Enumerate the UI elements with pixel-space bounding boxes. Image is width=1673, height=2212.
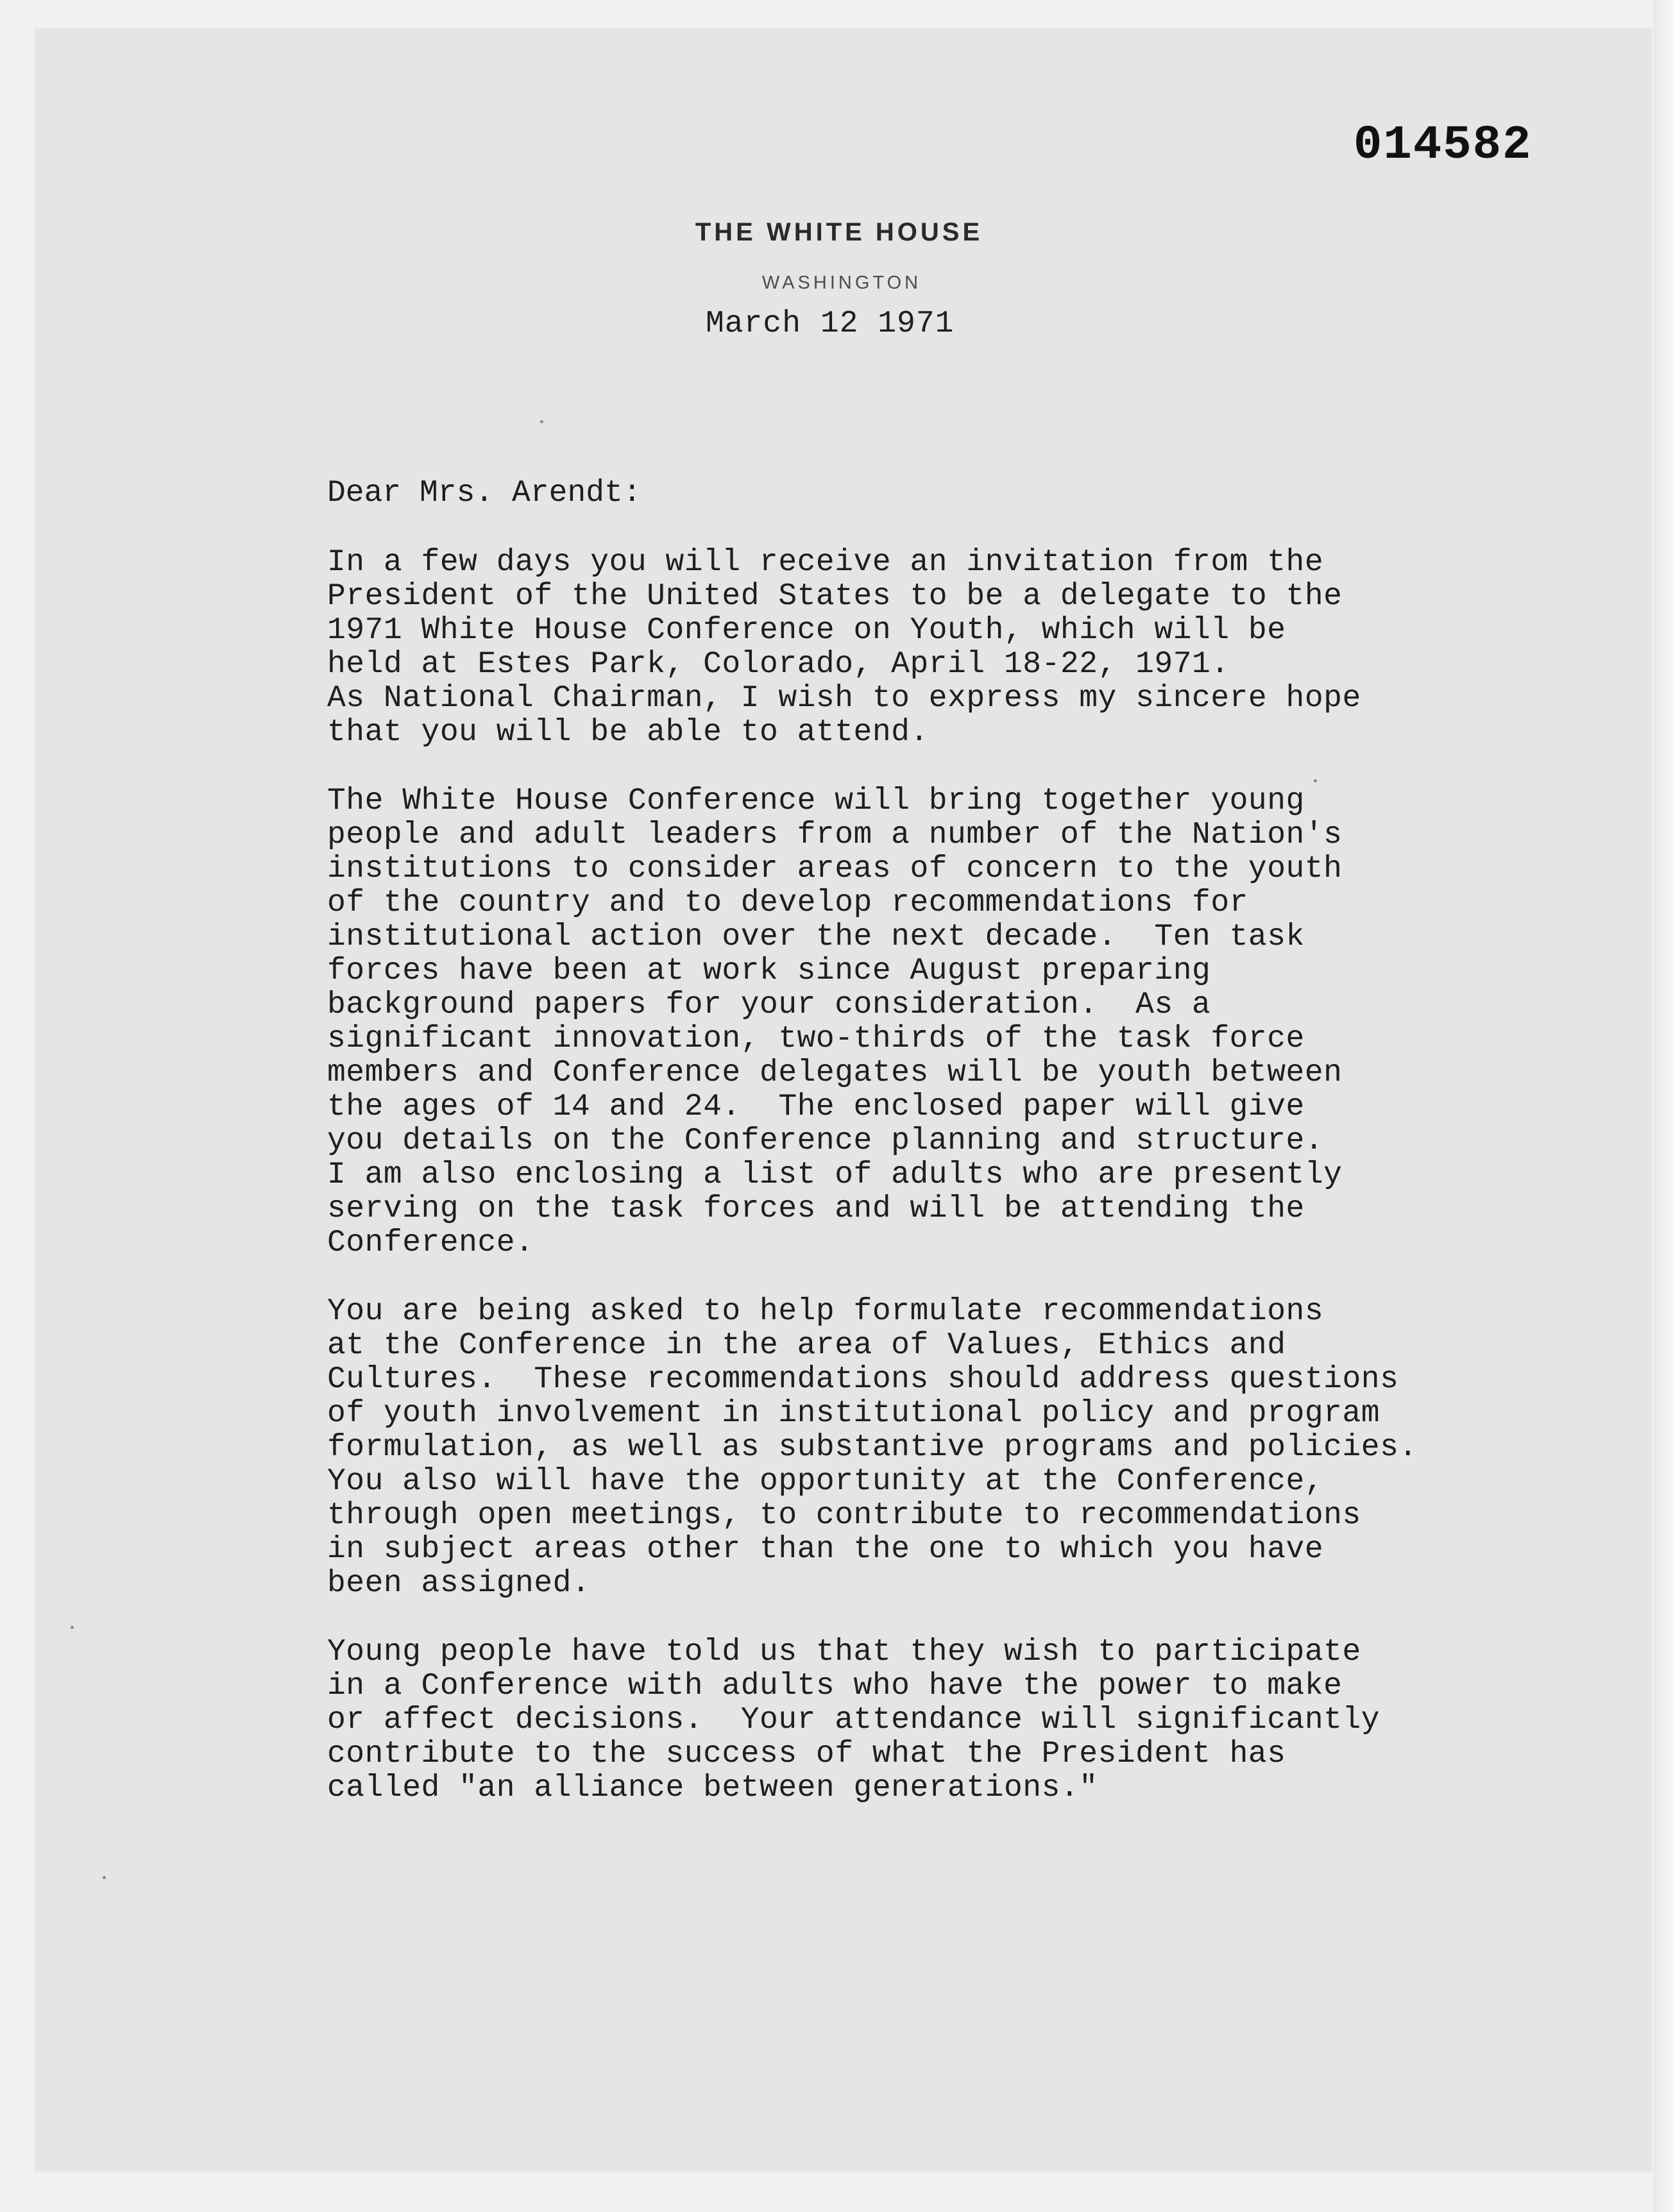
paragraph-line: You are being asked to help formulate recommendations <box>327 1294 1324 1329</box>
letter-paragraph <box>327 546 1584 750</box>
paper-speck <box>71 1626 74 1629</box>
letterhead-title: THE WHITE HOUSE <box>695 218 983 246</box>
letter-body <box>327 477 1584 1840</box>
paragraph-line: significant innovation, two-thirds of the task force <box>327 1022 1305 1056</box>
paragraph-line: members and Conference delegates will be youth between <box>327 1056 1343 1090</box>
paragraph-line: President of the United States to be a delegate to the <box>327 579 1343 614</box>
paragraph-line: been assigned. <box>327 1566 591 1601</box>
paragraph-line: of the country and to develop recommendations for <box>327 886 1248 920</box>
paragraph-line: people and adult leaders from a number of the Nation's <box>327 818 1343 852</box>
paragraph-line: the ages of 14 and 24. The enclosed paper will give <box>327 1090 1305 1124</box>
paragraph-line: called "an alliance between generations." <box>327 1771 1098 1805</box>
paragraph-line: in a Conference with adults who have the power to make <box>327 1669 1343 1703</box>
letter-date: March 12 1971 <box>706 307 955 341</box>
paragraph-line: forces have been at work since August preparing <box>327 954 1211 988</box>
page-edge <box>1654 0 1673 2212</box>
paragraph-line: 1971 White House Conference on Youth, which will be <box>327 613 1286 648</box>
paragraph-line: through open meetings, to contribute to recommendations <box>327 1498 1361 1533</box>
letter-paragraph <box>327 1295 1584 1601</box>
paragraph-line: As National Chairman, I wish to express my sincere hope <box>327 681 1361 716</box>
paragraph-line: serving on the task forces and will be attending the <box>327 1192 1305 1226</box>
paragraph-line: I am also enclosing a list of adults who are presently <box>327 1158 1343 1192</box>
letterhead-city: WASHINGTON <box>761 273 922 293</box>
salutation: Dear Mrs. Arendt: <box>327 476 641 511</box>
letter-paragraph <box>327 1635 1584 1805</box>
paragraph-line: of youth involvement in institutional policy and program <box>327 1396 1380 1431</box>
paragraph-line: Cultures. These recommendations should address questions <box>327 1362 1399 1397</box>
paragraph-line: background papers for your consideration. As a <box>327 988 1211 1022</box>
paragraph-line: at the Conference in the area of Values, Ethics and <box>327 1328 1286 1363</box>
paper-speck <box>540 420 543 423</box>
letter-paragraph <box>327 784 1584 1260</box>
paragraph-line: you details on the Conference planning and structure. <box>327 1124 1324 1158</box>
paragraph-line: In a few days you will receive an invitation from the <box>327 545 1324 580</box>
paragraph-line: institutions to consider areas of concern to the youth <box>327 852 1343 886</box>
paragraph-line: institutional action over the next decade. Ten task <box>327 920 1305 954</box>
paragraph-line: contribute to the success of what the President has <box>327 1737 1286 1771</box>
paragraph-line: formulation, as well as substantive programs and policies. <box>327 1430 1418 1465</box>
paragraph-line: Conference. <box>327 1226 534 1260</box>
paragraph-line: The White House Conference will bring together young <box>327 784 1305 818</box>
paper-speck <box>103 1876 106 1879</box>
paragraph-line: that you will be able to attend. <box>327 715 929 750</box>
paragraph-line: You also will have the opportunity at the Conference, <box>327 1464 1324 1499</box>
letter-paragraphs <box>327 546 1584 1805</box>
document-number: 014582 <box>1354 119 1533 173</box>
paragraph-line: or affect decisions. Your attendance will significantly <box>327 1703 1380 1737</box>
paragraph-line: held at Estes Park, Colorado, April 18-22, 1971. <box>327 647 1230 682</box>
paragraph-line: in subject areas other than the one to which you have <box>327 1532 1324 1567</box>
paragraph-line: Young people have told us that they wish to participate <box>327 1635 1361 1669</box>
